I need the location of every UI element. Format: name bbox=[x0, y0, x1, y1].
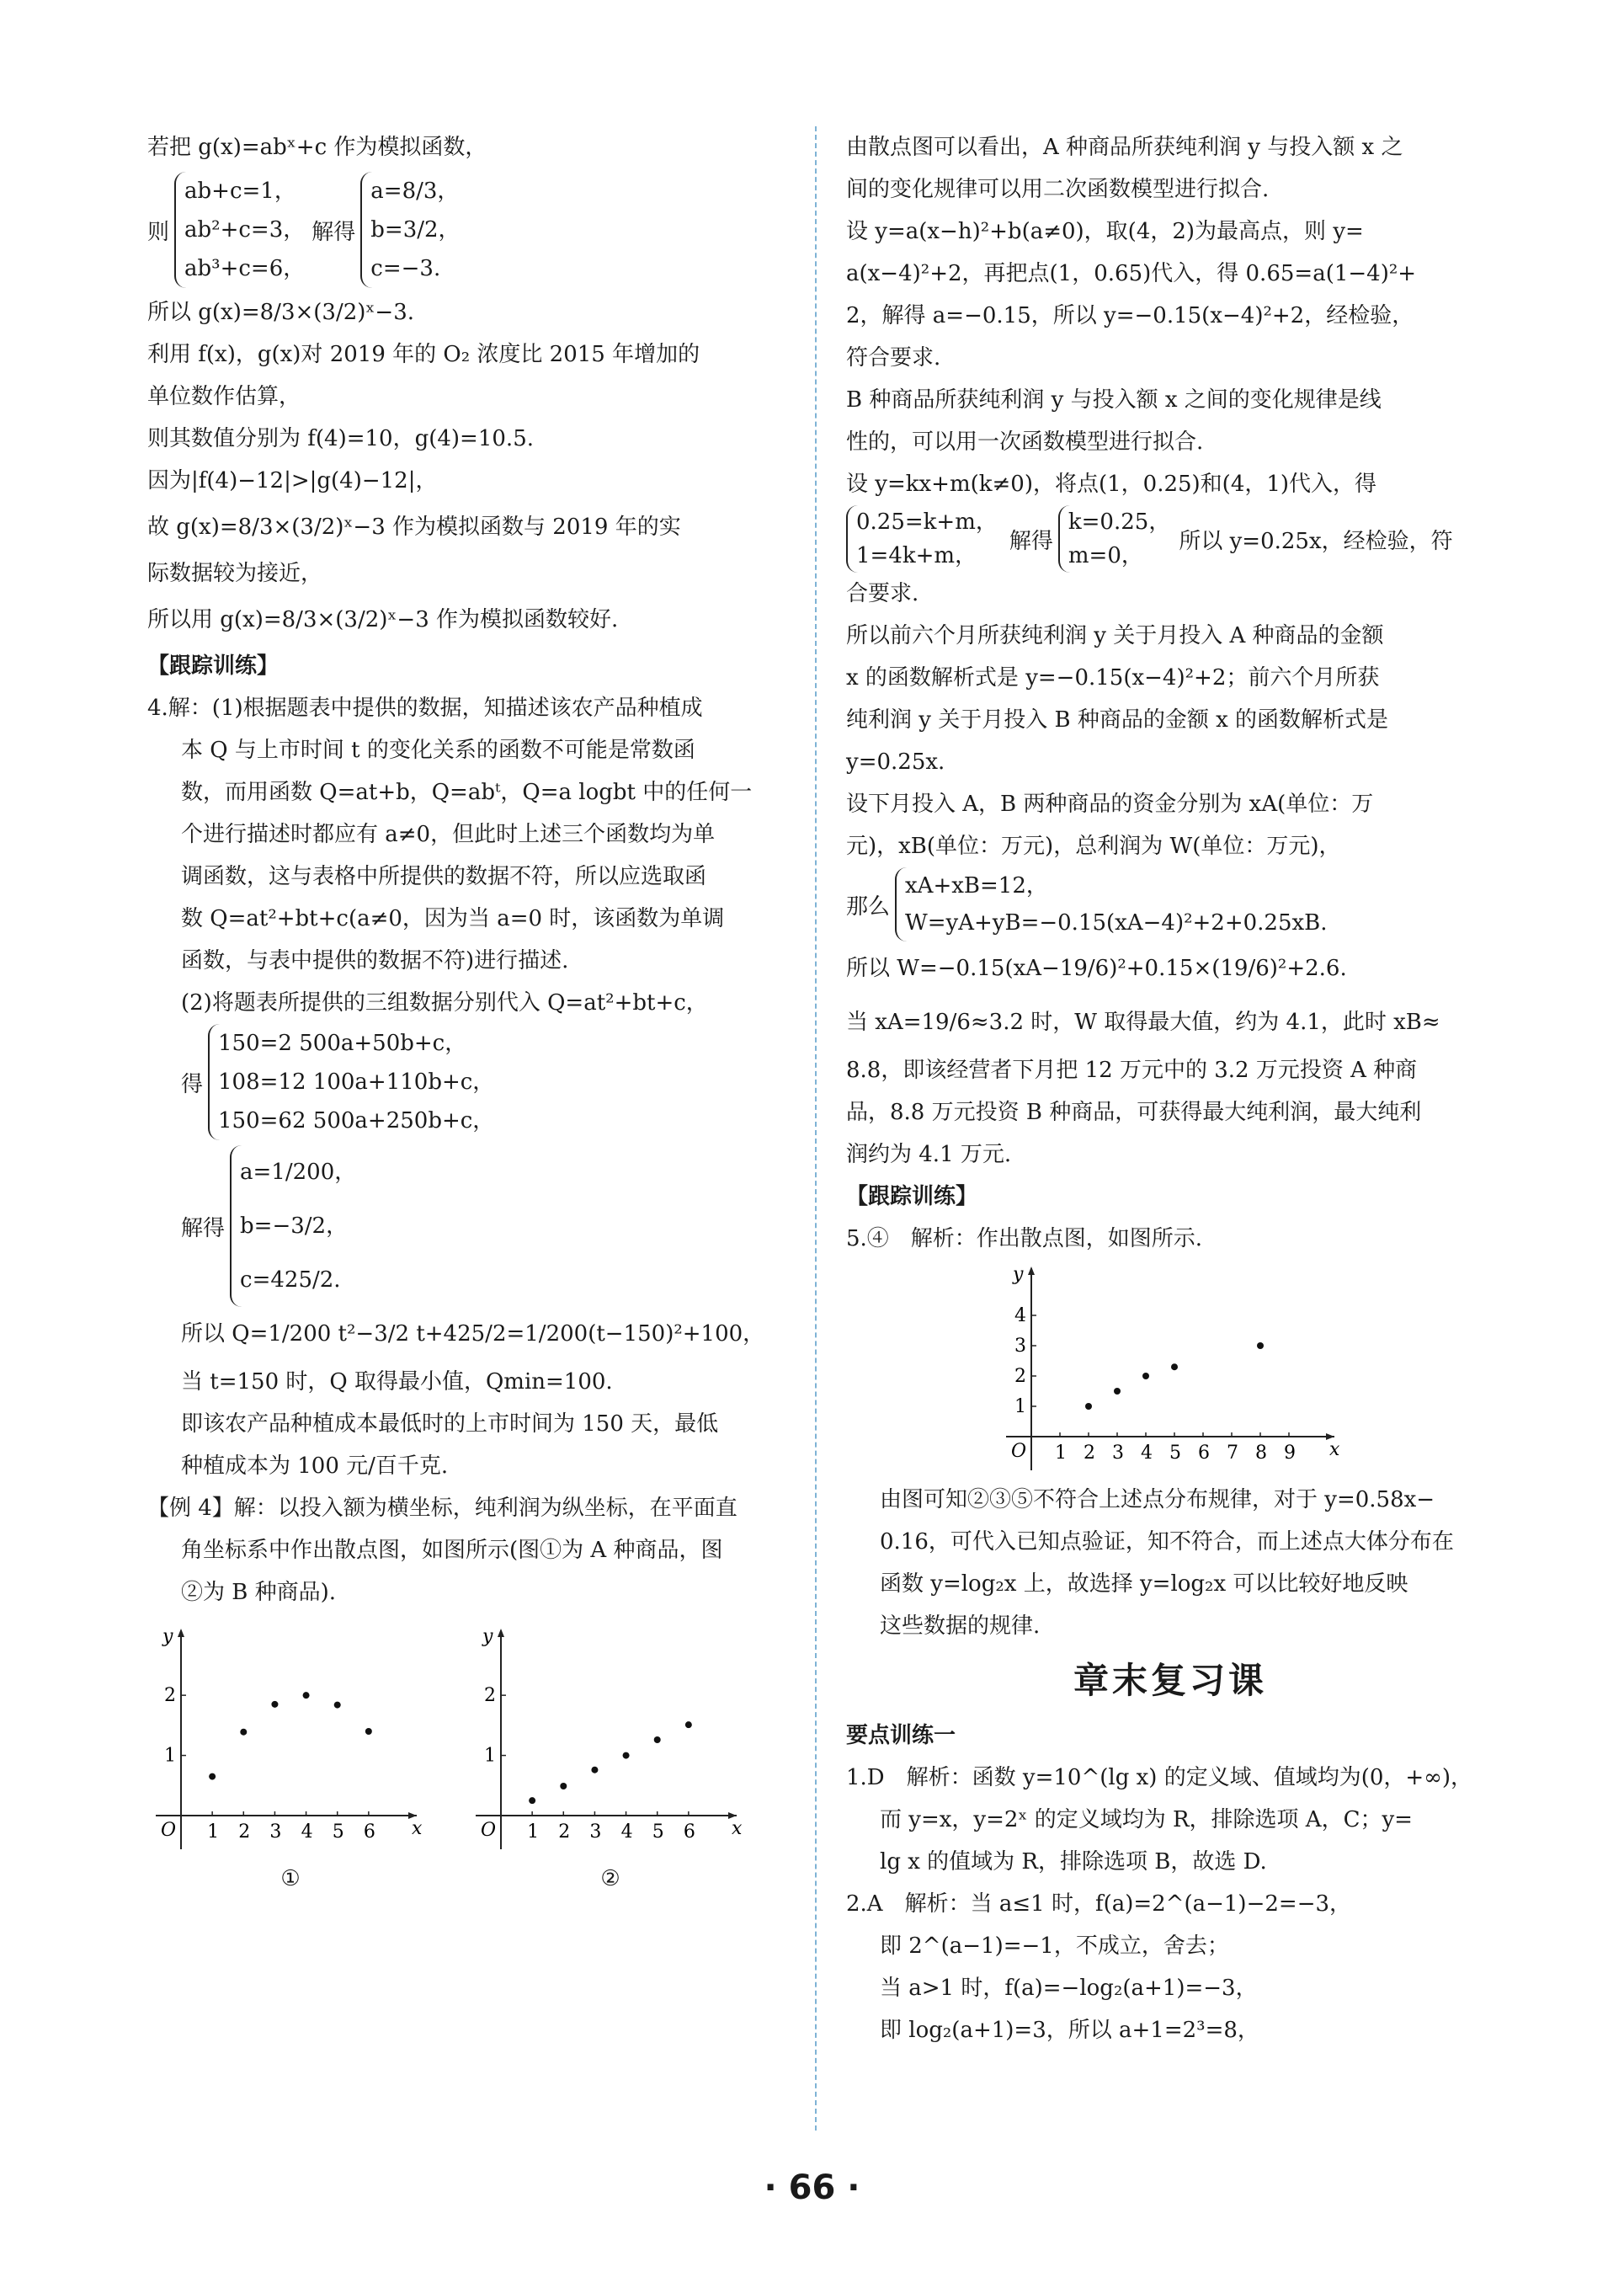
data-point bbox=[623, 1752, 630, 1759]
figures-row bbox=[147, 1622, 796, 1900]
x-tick-label: 3 bbox=[1112, 1443, 1124, 1464]
solution: k=0.25， bbox=[1068, 509, 1171, 535]
sub-heading: 要点训练一 bbox=[846, 1723, 956, 1748]
page-number: · 66 · bbox=[764, 2168, 860, 2207]
column-divider bbox=[815, 126, 817, 2131]
solution: b=3/2， bbox=[370, 217, 461, 243]
text-line: 而 y=x，y=2ˣ 的定义域均为 R，排除选项 A，C；y= bbox=[880, 1807, 1413, 1832]
text-line: 数，而用函数 Q=at+b，Q=abᵗ，Q=a logbt 中的任何一 bbox=[181, 780, 753, 805]
y-axis-label: y bbox=[1013, 1264, 1024, 1285]
text-line: 设 y=a(x−h)²+b(a≠0)，取(4，2)为最高点，则 y= bbox=[846, 219, 1364, 244]
data-point bbox=[209, 1773, 216, 1780]
y-axis-arrow bbox=[178, 1629, 184, 1637]
text-line: 所以前六个月所获纯利润 y 关于月投入 A 种商品的金额 bbox=[846, 623, 1384, 648]
text-line: 设下月投入 A，B 两种商品的资金分别为 xA(单位：万 bbox=[846, 792, 1374, 817]
data-point bbox=[1142, 1373, 1149, 1379]
x-tick-label: 4 bbox=[620, 1821, 633, 1843]
solution: m=0， bbox=[1068, 543, 1143, 568]
text-line: 1.D 解析：函数 y=10^(lg x) 的定义域、值域均为(0，+∞)， bbox=[846, 1765, 1472, 1790]
text-line: ②为 B 种商品). bbox=[181, 1580, 337, 1605]
equation: ab+c=1， bbox=[184, 179, 296, 204]
text-line: 若把 g(x)=abˣ+c 作为模拟函数， bbox=[147, 135, 487, 160]
solution: a=1/200， bbox=[240, 1160, 357, 1185]
text-line: 这些数据的规律. bbox=[880, 1613, 1041, 1639]
text-line: 函数，与表中提供的数据不符)进行描述. bbox=[181, 948, 569, 973]
text-line: 单位数作估算， bbox=[147, 384, 301, 409]
y-axis-label: y bbox=[162, 1626, 173, 1647]
text-line: 4.解：(1)根据题表中提供的数据，知描述该农产品种植成 bbox=[147, 696, 703, 721]
y-tick-label: 2 bbox=[484, 1685, 496, 1707]
text-line: 所以 g(x)=8/3×(3/2)ˣ−3. bbox=[147, 300, 415, 325]
y-tick-label: 2 bbox=[164, 1685, 176, 1707]
data-point bbox=[271, 1701, 278, 1708]
text-line: 元)，xB(单位：万元)，总利润为 W(单位：万元)， bbox=[846, 834, 1341, 859]
x-tick-label: 2 bbox=[558, 1821, 571, 1843]
y-axis-arrow bbox=[498, 1629, 504, 1637]
x-tick-label: 3 bbox=[269, 1821, 282, 1843]
text-line: 则其数值分别为 f(4)=10，g(4)=10.5. bbox=[147, 426, 534, 451]
x-axis-label: x bbox=[412, 1818, 423, 1839]
equation: ab³+c=6， bbox=[184, 256, 306, 281]
y-axis-arrow bbox=[1028, 1267, 1035, 1275]
text-line: 因为|f(4)−12|>|g(4)−12|， bbox=[147, 468, 438, 493]
x-tick-label: 5 bbox=[332, 1821, 344, 1843]
y-tick-label: 2 bbox=[1014, 1366, 1026, 1387]
data-point bbox=[303, 1692, 310, 1699]
right-column bbox=[846, 126, 1494, 2051]
x-tick-label: 4 bbox=[1141, 1443, 1153, 1464]
y-tick-label: 1 bbox=[1014, 1396, 1026, 1417]
brace-group bbox=[208, 1024, 494, 1140]
text-line: lg x 的值域为 R，排除选项 B，故选 D. bbox=[880, 1849, 1267, 1875]
text-line: 润约为 4.1 万元. bbox=[846, 1142, 1012, 1167]
section-heading: 【跟踪训练】 bbox=[147, 653, 280, 679]
equation: ab²+c=3， bbox=[184, 217, 306, 243]
solution-brace bbox=[1058, 505, 1170, 573]
x-tick-label: 7 bbox=[1227, 1443, 1238, 1464]
solution: b=−3/2， bbox=[240, 1213, 349, 1239]
text-line: 当 t=150 时，Q 取得最小值，Qmin=100. bbox=[181, 1369, 613, 1395]
brace-group bbox=[895, 867, 1328, 941]
equation: 0.25=k+m， bbox=[856, 509, 998, 535]
figure-label: ① bbox=[280, 1866, 301, 1891]
figure-2 bbox=[467, 1622, 753, 1900]
text-line: 当 a>1 时，f(a)=−log₂(a+1)=−3， bbox=[880, 1976, 1258, 2001]
solve-label: 解得 bbox=[1009, 528, 1053, 554]
text-line: 间的变化规律可以用二次函数模型进行拟合. bbox=[846, 177, 1270, 202]
text-line: 0.16，可代入已知点验证，知不符合，而上述点大体分布在 bbox=[880, 1529, 1454, 1555]
x-tick-label: 9 bbox=[1284, 1443, 1296, 1464]
y-tick-label: 3 bbox=[1014, 1336, 1026, 1357]
text-line: 本 Q 与上市时间 t 的变化关系的函数不可能是常数函 bbox=[181, 738, 695, 763]
equation-system bbox=[147, 1145, 796, 1307]
brace-group bbox=[174, 172, 305, 288]
text-line: 所以用 g(x)=8/3×(3/2)ˣ−3 作为模拟函数较好. bbox=[147, 607, 619, 632]
x-tick-label: 1 bbox=[1055, 1443, 1067, 1464]
equation: 150=62 500a+250b+c， bbox=[218, 1108, 495, 1133]
system-label: 那么 bbox=[846, 893, 891, 920]
data-point bbox=[1085, 1403, 1092, 1410]
equation-system bbox=[147, 1024, 796, 1140]
x-tick-label: 2 bbox=[238, 1821, 251, 1843]
solve-label: 解得 bbox=[311, 219, 356, 245]
x-tick-label: 1 bbox=[527, 1821, 540, 1843]
text-line: B 种商品所获纯利润 y 与投入额 x 之间的变化规律是线 bbox=[846, 387, 1382, 413]
text-line: 性的，可以用一次函数模型进行拟合. bbox=[846, 429, 1204, 455]
text-line: 种植成本为 100 元/百千克. bbox=[181, 1453, 449, 1479]
text-line: 调函数，这与表格中所提供的数据不符，所以应选取函 bbox=[181, 864, 707, 889]
x-tick-label: 6 bbox=[363, 1821, 375, 1843]
equation-system bbox=[147, 172, 796, 288]
system-label: 得 bbox=[181, 1071, 204, 1097]
text-line: 设 y=kx+m(k≠0)，将点(1，0.25)和(4，1)代入，得 bbox=[846, 472, 1377, 497]
origin-label: O bbox=[481, 1820, 497, 1841]
system-label: 解得 bbox=[181, 1215, 226, 1241]
data-point bbox=[591, 1767, 598, 1773]
x-tick-label: 3 bbox=[589, 1821, 602, 1843]
text-line: 品，8.8 万元投资 B 种商品，可获得最大纯利润，最大纯利 bbox=[846, 1100, 1422, 1125]
text-line: 角坐标系中作出散点图，如图所示(图①为 A 种商品，图 bbox=[181, 1538, 723, 1563]
y-tick-label: 1 bbox=[484, 1745, 496, 1767]
text-line: 故 g(x)=8/3×(3/2)ˣ−3 作为模拟函数与 2019 年的实 bbox=[147, 515, 681, 540]
equation: W=yA+yB=−0.15(xA−4)²+2+0.25xB. bbox=[905, 910, 1328, 936]
text-line: 符合要求. bbox=[846, 345, 941, 371]
data-point bbox=[1114, 1388, 1121, 1395]
data-point bbox=[1171, 1363, 1178, 1370]
x-tick-label: 4 bbox=[301, 1821, 313, 1843]
text-line: 由散点图可以看出，A 种商品所获纯利润 y 与投入额 x 之 bbox=[846, 135, 1403, 160]
text-line: 即 2^(a−1)=−1，不成立，舍去； bbox=[880, 1933, 1229, 1959]
text-line: 由图可知②③⑤不符合上述点分布规律，对于 y=0.58x− bbox=[880, 1487, 1435, 1512]
data-point bbox=[365, 1728, 372, 1735]
x-tick-label: 8 bbox=[1255, 1443, 1267, 1464]
text-line: 函数 y=log₂x 上，故选择 y=log₂x 可以比较好地反映 bbox=[880, 1571, 1408, 1597]
x-axis-label: x bbox=[732, 1818, 743, 1839]
section-heading: 【跟踪训练】 bbox=[846, 1184, 978, 1209]
text-line: a(x−4)²+2，再把点(1，0.65)代入，得 0.65=a(1−4)²+ bbox=[846, 261, 1417, 286]
equation: 150=2 500a+50b+c， bbox=[218, 1031, 467, 1056]
data-point bbox=[654, 1736, 661, 1743]
x-tick-label: 5 bbox=[652, 1821, 664, 1843]
text-line: 个进行描述时都应有 a≠0，但此时上述三个函数均为单 bbox=[181, 822, 716, 847]
x-tick-label: 6 bbox=[1198, 1443, 1210, 1464]
figure-3 bbox=[846, 1260, 1494, 1479]
solution-brace bbox=[230, 1145, 356, 1307]
scatter-chart-b bbox=[467, 1622, 753, 1858]
y-axis-label: y bbox=[482, 1626, 493, 1647]
x-tick-label: 1 bbox=[207, 1821, 220, 1843]
data-point bbox=[240, 1729, 247, 1736]
equation-system bbox=[846, 867, 1494, 941]
solution: a=8/3， bbox=[370, 179, 460, 204]
figure-label: ② bbox=[600, 1866, 620, 1891]
left-column bbox=[147, 126, 796, 1900]
origin-label: O bbox=[161, 1820, 177, 1841]
section-title: 章末复习课 bbox=[1073, 1660, 1267, 1701]
origin-label: O bbox=[1011, 1441, 1027, 1462]
equation-system bbox=[846, 505, 1494, 573]
solution-brace bbox=[360, 172, 460, 288]
solution: c=425/2. bbox=[240, 1267, 341, 1293]
data-point bbox=[334, 1702, 341, 1709]
text-line: 利用 f(x)，g(x)对 2019 年的 O₂ 浓度比 2015 年增加的 bbox=[147, 342, 700, 367]
equation: xA+xB=12， bbox=[905, 873, 1048, 899]
scatter-chart-a bbox=[147, 1622, 434, 1858]
x-tick-label: 6 bbox=[683, 1821, 695, 1843]
text-line: 2.A 解析：当 a≤1 时，f(a)=2^(a−1)−2=−3， bbox=[846, 1891, 1352, 1917]
y-tick-label: 1 bbox=[164, 1745, 176, 1767]
figure-1 bbox=[147, 1622, 434, 1900]
x-tick-label: 2 bbox=[1084, 1443, 1095, 1464]
text-line: 所以 W=−0.15(xA−19/6)²+0.15×(19/6)²+2.6. bbox=[846, 956, 1347, 981]
scatter-chart-c bbox=[998, 1260, 1351, 1479]
text-line: 当 xA=19/6≈3.2 时，W 取得最大值，约为 4.1，此时 xB≈ bbox=[846, 1010, 1440, 1035]
data-point bbox=[529, 1797, 535, 1804]
x-tick-label: 5 bbox=[1169, 1443, 1181, 1464]
text-line: (2)将题表所提供的三组数据分别代入 Q=at²+bt+c， bbox=[181, 990, 708, 1016]
text-line: y=0.25x. bbox=[846, 749, 945, 775]
text-line: 所以 Q=1/200 t²−3/2 t+425/2=1/200(t−150)²+100， bbox=[181, 1321, 765, 1347]
system-label: 则 bbox=[147, 219, 170, 245]
text-line: 合要求. bbox=[846, 581, 919, 606]
text-line: x 的函数解析式是 y=−0.15(x−4)²+2；前六个月所获 bbox=[846, 665, 1380, 691]
text-line: 际数据较为接近， bbox=[147, 561, 323, 586]
data-point bbox=[560, 1783, 567, 1789]
data-point bbox=[685, 1721, 692, 1728]
y-tick-label: 4 bbox=[1014, 1305, 1026, 1326]
text-line: 【例 4】解：以投入额为横坐标，纯利润为纵坐标，在平面直 bbox=[147, 1496, 737, 1521]
text-line: 即该农产品种植成本最低时的上市时间为 150 天，最低 bbox=[181, 1411, 719, 1437]
text-line: 纯利润 y 关于月投入 B 种商品的金额 x 的函数解析式是 bbox=[846, 707, 1389, 733]
equation: 1=4k+m， bbox=[856, 543, 977, 568]
x-axis-label: x bbox=[1329, 1439, 1340, 1460]
text-line: 5.④ 解析：作出散点图，如图所示. bbox=[846, 1226, 1203, 1251]
text-line: 数 Q=at²+bt+c(a≠0，因为当 a=0 时，该函数为单调 bbox=[181, 906, 725, 931]
brace-group bbox=[846, 505, 998, 573]
data-point bbox=[1257, 1342, 1264, 1349]
system-tail: 所以 y=0.25x，经检验，符 bbox=[1179, 528, 1453, 554]
text-line: 2，解得 a=−0.15，所以 y=−0.15(x−4)²+2，经检验， bbox=[846, 303, 1414, 328]
text-line: 8.8，即该经营者下月把 12 万元中的 3.2 万元投资 A 种商 bbox=[846, 1058, 1418, 1083]
text-line: 即 log₂(a+1)=3，所以 a+1=2³=8， bbox=[880, 2018, 1259, 2043]
equation: 108=12 100a+110b+c， bbox=[218, 1069, 495, 1095]
solution: c=−3. bbox=[370, 256, 441, 281]
